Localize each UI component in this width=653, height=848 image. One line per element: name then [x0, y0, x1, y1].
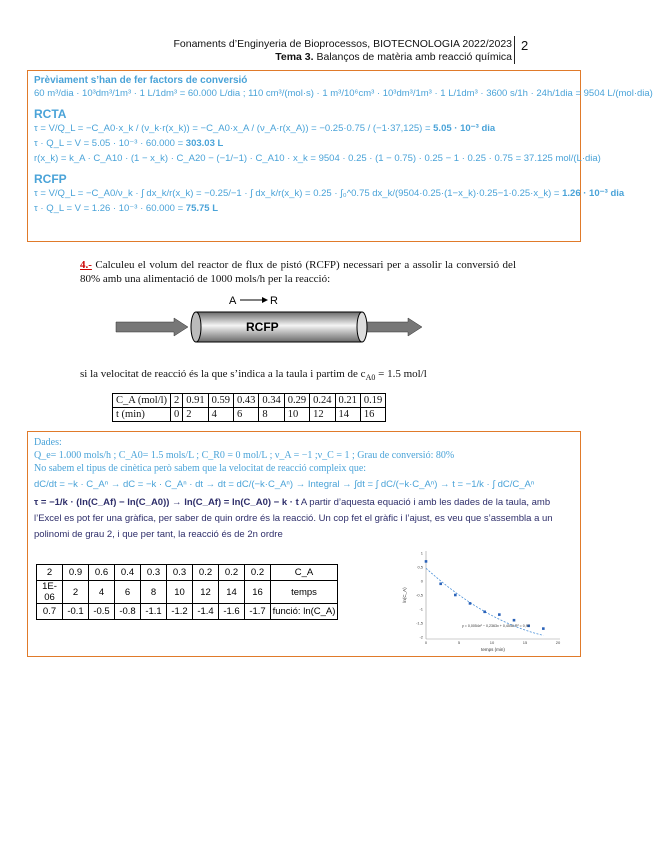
integrated-equation-explanation: A partir d’aquesta equació i amb les dades de la taula, amb l’Excel es pot fer una gràfica, per saber de quin ordre és la reacció. Un cop fet el gràfic i l’ajust, es veu que s’assembla a un polinomi de grau 2, i que per tant, la reacció és de 2n ordre — [34, 497, 553, 540]
dades-heading: Dades: — [34, 437, 62, 448]
table-cell: 4 — [208, 408, 233, 422]
data-point — [498, 613, 501, 616]
rcfp-eq2-result: 75.75 L — [185, 203, 219, 214]
reaction-arrowhead — [262, 297, 268, 303]
table-cell: 0.9 — [63, 565, 89, 581]
reactor-outlet-cap — [357, 312, 367, 342]
table-cell: 6 — [234, 408, 259, 422]
excel-data-table — [36, 564, 338, 620]
table-cell: 1E-06 — [37, 581, 63, 604]
table-cell: 0.2 — [193, 565, 219, 581]
rcta-heading: RCTA — [34, 107, 67, 121]
y-tick-label: -2 — [419, 634, 423, 640]
integrated-equation — [34, 495, 574, 543]
rcfp-eq1-text: τ = V/Q_L = −C_A0/ν_k · ∫ dx_k/r(x_k) = −0.25/−1 · ∫ dx_k/r(x_k) = 0.25 · ∫₀^0.75 dx_k/(9504·0.25·(1−x_k)·0.25−1·0.25·x_k) = — [34, 188, 563, 199]
chart-svg — [400, 543, 568, 655]
y-tick-label: -1 — [419, 606, 423, 612]
outlet-arrow — [364, 318, 422, 336]
table-cell: 14 — [219, 581, 245, 604]
data-point — [542, 627, 545, 630]
table-cell: 0.3 — [167, 565, 193, 581]
table-cell: 0.29 — [284, 394, 309, 408]
reactor-inlet-cap — [191, 312, 201, 342]
table-cell: 8 — [259, 408, 284, 422]
kinetics-note: No sabem el tipus de cinètica però sabem que la velocitat de reacció compleix que: — [34, 463, 367, 474]
table-cell: 12 — [193, 581, 219, 604]
q2-text-end: = 1.5 mol/l — [375, 368, 427, 380]
course-title: Fonaments d’Enginyeria de Bioprocessos, BIOTECNOLOGIA 2022/2023 — [173, 38, 512, 50]
table-cell: -1.7 — [245, 604, 271, 620]
table-cell: 2 — [183, 408, 208, 422]
table-cell: 16 — [360, 408, 385, 422]
rcta-eq1-text: τ = V/Q_L = −C_A0·x_k / (ν_k·r(x_k)) = −C_A0·x_A / (ν_A·r(x_A)) = −0.25·0.75 / (−1·37,125) = — [34, 123, 434, 134]
topic-text: Balanços de matèria amb reacció química — [313, 51, 512, 63]
table-cell: 8 — [141, 581, 167, 604]
table-cell: 0.6 — [89, 565, 115, 581]
rcta-eq1b-result: 303.03 L — [185, 138, 224, 149]
table-row — [37, 565, 338, 581]
table-cell: 2 — [63, 581, 89, 604]
data-point — [513, 619, 516, 622]
question-number: 4.- — [80, 259, 92, 271]
table-cell: -0.1 — [63, 604, 89, 620]
table-cell: 0.3 — [141, 565, 167, 581]
table-cell: -1.6 — [219, 604, 245, 620]
table-cell: 2 — [37, 565, 63, 581]
table-cell: 0.4 — [115, 565, 141, 581]
q2-text: si la velocitat de reacció és la que s’indica a la taula i partim de c — [80, 368, 366, 380]
conversion-factors: 60 m³/dia · 10³dm³/1m³ · 1 L/1dm³ = 60.000 L/dia ; 110 cm³/(mol·s) · 1 m³/10⁶cm³ · 10³dm³/1m³ · 1 L/1dm³ · 3600 s/1h · 24h/1dia = 9504 L/(mol·dia) — [34, 88, 653, 99]
x-tick-label: 0 — [424, 640, 428, 645]
table-cell: 0.24 — [310, 394, 335, 408]
table-cell: C_A — [271, 565, 338, 581]
rcta-eq1b-text: τ · Q_L = V = 5.05 · 10⁻³ · 60.000 = — [34, 138, 186, 149]
x-axis-label: temps (min) — [481, 647, 505, 652]
ln-ca-chart — [400, 543, 568, 655]
table-row — [37, 604, 338, 620]
table-cell: 4 — [89, 581, 115, 604]
row-label: t (min) — [113, 408, 171, 422]
y-tick-label: -0,5 — [416, 592, 423, 598]
table-row — [37, 581, 338, 604]
page-number: 2 — [521, 38, 529, 53]
table-cell: 0.43 — [234, 394, 259, 408]
reactor-label: RCFP — [246, 320, 279, 334]
table-cell: 0.2 — [219, 565, 245, 581]
y-tick-label: -1,5 — [416, 620, 423, 626]
y-tick-label: 0,5 — [417, 564, 423, 570]
table-cell: 10 — [167, 581, 193, 604]
x-tick-label: 20 — [555, 640, 561, 645]
table-cell: 0.91 — [183, 394, 208, 408]
table-cell: 6 — [115, 581, 141, 604]
data-point — [469, 602, 472, 605]
y-axis-label: ln(C_A) — [402, 587, 407, 603]
rcfp-equation-2 — [34, 201, 574, 216]
rcfp-equation-1 — [34, 186, 625, 201]
data-point — [483, 611, 486, 614]
table-cell: 0.59 — [208, 394, 233, 408]
table-cell: 0.19 — [360, 394, 385, 408]
table-cell: -0.8 — [115, 604, 141, 620]
question-4-continued — [80, 368, 427, 382]
q2-subscript: A0 — [365, 373, 376, 383]
table-cell: temps — [271, 581, 338, 604]
table-row — [113, 394, 386, 408]
kinetics-table — [112, 393, 386, 422]
table-cell: 14 — [335, 408, 360, 422]
header-divider — [514, 36, 515, 64]
table-cell: 10 — [284, 408, 309, 422]
rcfp-heading: RCFP — [34, 172, 67, 186]
reactor-tube — [196, 312, 362, 342]
rcta-equation-1 — [34, 121, 574, 136]
y-tick-label: 1 — [420, 550, 423, 556]
reactor-diagram — [116, 292, 426, 352]
rate-derivation: dC/dt = −k · C_Aⁿ → dC = −k · C_Aⁿ · dt → dt = dC/(−k·C_Aⁿ) → Integral → ∫dt = ∫ dC/(−k·C_Aⁿ) → t = −1/k · ∫ dC/C_Aⁿ — [34, 479, 535, 490]
table-cell: 0.34 — [259, 394, 284, 408]
rcta-equation-2: r(x_k) = k_A · C_A10 · (1 − x_k) · C_A20 − (−1/−1) · C_A10 · x_k = 9504 · 0.25 · (1 − 0.75) · 0.25 − 1 · 0.25 · 0.75 = 37.125 mol/(L·dia) — [34, 153, 601, 164]
question-text: Calculeu el volum del reactor de flux de pistó (RCFP) necessari per a assolir la conversió del 80% amb una alimentació de 1000 mols/h per la reacció: — [80, 259, 516, 285]
row-label: C_A (mol/l) — [113, 394, 171, 408]
table-cell: 0.2 — [245, 565, 271, 581]
table-cell: 0.7 — [37, 604, 63, 620]
table-cell: funció: ln(C_A) — [271, 604, 338, 620]
data-point — [439, 583, 442, 586]
table-cell: -1.4 — [193, 604, 219, 620]
table-cell: 12 — [310, 408, 335, 422]
conversion-intro: Prèviament s’han de fer factors de conversió — [34, 75, 248, 86]
x-tick-label: 10 — [489, 640, 495, 645]
data-point — [425, 560, 428, 563]
rcta-eq1-result: 5.05 · 10⁻³ dia — [433, 123, 496, 134]
rcfp-eq2-text: τ · Q_L = V = 1.26 · 10⁻³ · 60.000 = — [34, 203, 186, 214]
table-cell: -0.5 — [89, 604, 115, 620]
x-tick-label: 15 — [522, 640, 528, 645]
previous-solution-box — [27, 70, 653, 242]
x-tick-label: 5 — [457, 640, 461, 645]
topic-label: Tema 3. — [275, 51, 314, 63]
table-cell: 0 — [171, 408, 183, 422]
data-point — [454, 594, 457, 597]
table-cell: -1.2 — [167, 604, 193, 620]
table-cell: 16 — [245, 581, 271, 604]
inlet-arrow — [116, 318, 188, 336]
table-cell: -1.1 — [141, 604, 167, 620]
product-label: R — [270, 295, 278, 307]
y-tick-label: 0 — [420, 578, 423, 584]
chart-annotation: y = 0,0054x² − 0,2363x + 0,4546 R² = 0,97 — [462, 624, 530, 628]
question-4 — [80, 258, 516, 286]
table-cell: 0.21 — [335, 394, 360, 408]
rcta-equation-1b — [34, 136, 574, 151]
page-header — [173, 38, 512, 64]
table-row — [113, 408, 386, 422]
dades-line: Q_e= 1.000 mols/h ; C_A0= 1.5 mols/L ; C_R0 = 0 mol/L ; ν_A = −1 ;ν_C = 1 ; Grau de conversió: 80% — [34, 450, 455, 461]
reactant-label: A — [229, 295, 237, 307]
rcfp-eq1-result: 1.26 · 10⁻³ dia — [562, 188, 625, 199]
table-cell: 2 — [171, 394, 183, 408]
topic-title — [173, 51, 512, 64]
integrated-equation-formula: τ = −1/k · (ln(C_Af) − ln(C_A0)) → ln(C_Af) = ln(C_A0) − k · t — [34, 497, 299, 508]
